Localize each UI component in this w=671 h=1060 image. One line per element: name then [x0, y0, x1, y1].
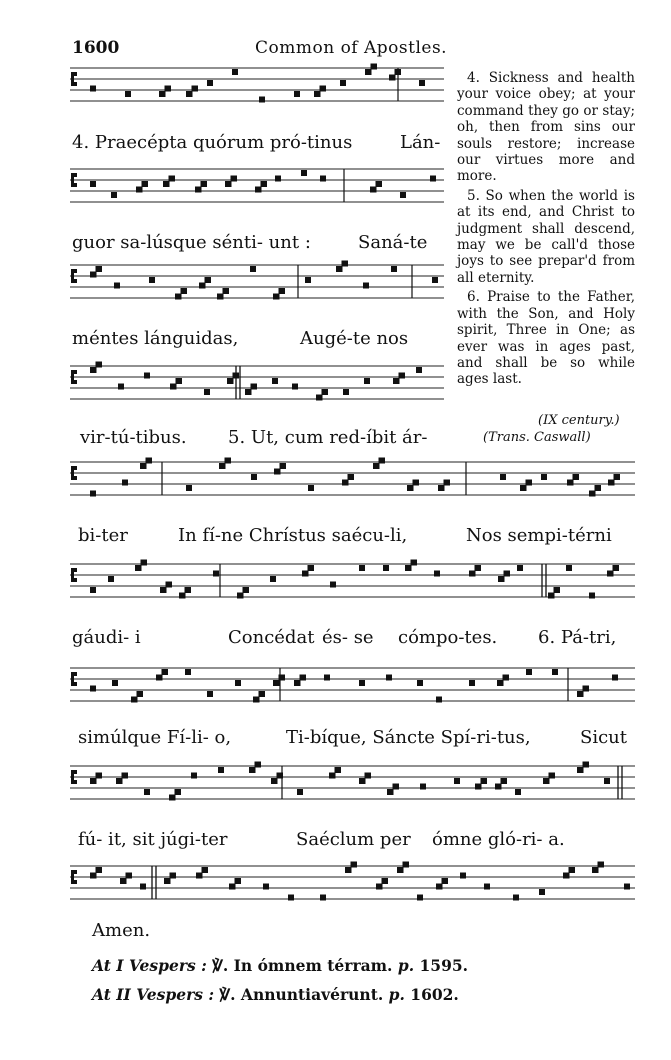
neume — [136, 187, 142, 193]
lyric-segment: Ti-bíque, Sáncte Spí-ri-tus, — [286, 727, 531, 748]
neume — [554, 587, 560, 593]
neume — [345, 867, 351, 873]
neume — [231, 176, 237, 182]
neume — [454, 778, 460, 784]
neume — [577, 691, 583, 697]
neume — [259, 97, 265, 103]
neume — [391, 266, 397, 272]
neume — [624, 884, 630, 890]
chant-staff — [70, 259, 448, 319]
neume — [195, 187, 201, 193]
lyric-segment: méntes lánguidas, — [72, 328, 239, 349]
neume — [219, 463, 225, 469]
neume — [504, 571, 510, 577]
lyric-segment: Saéclum per — [296, 829, 411, 850]
neume — [573, 474, 579, 480]
neume — [196, 873, 202, 879]
neume — [316, 395, 322, 401]
neume — [164, 878, 170, 884]
neume — [175, 789, 181, 795]
neume — [469, 680, 475, 686]
versicle-symbol: ℣. — [219, 985, 236, 1004]
neume — [140, 884, 146, 890]
neume — [201, 181, 207, 187]
second-vespers-label: At II Vespers : — [92, 985, 215, 1004]
neume — [116, 778, 122, 784]
neume — [279, 675, 285, 681]
neume — [613, 565, 619, 571]
neume — [301, 170, 307, 176]
neume — [273, 680, 279, 686]
neume — [359, 565, 365, 571]
lyric-segment: bi-ter — [78, 525, 128, 546]
neume — [250, 266, 256, 272]
lyric-segment: ómne gló-ri- a. — [432, 829, 565, 850]
neume — [399, 373, 405, 379]
neume — [563, 873, 569, 879]
neume — [417, 895, 423, 901]
neume — [169, 176, 175, 182]
neume — [383, 565, 389, 571]
neume — [515, 789, 521, 795]
lyric-segment: guor sa-lúsque sénti- unt : — [72, 232, 311, 253]
neume — [430, 176, 436, 182]
neume — [340, 80, 346, 86]
neume — [96, 867, 102, 873]
neume — [583, 762, 589, 768]
neume — [405, 565, 411, 571]
neume — [292, 384, 298, 390]
neume — [302, 571, 308, 577]
chant-staff — [70, 456, 639, 516]
neume — [549, 773, 555, 779]
neume — [335, 767, 341, 773]
neume — [444, 480, 450, 486]
neume — [122, 773, 128, 779]
lyric-segment: és- se — [322, 627, 374, 648]
page-title: Common of Apostles. — [255, 38, 448, 58]
neume — [170, 873, 176, 879]
neume — [255, 187, 261, 193]
neume — [543, 778, 549, 784]
neume — [96, 266, 102, 272]
neume — [567, 480, 573, 486]
neume — [96, 362, 102, 368]
neume — [90, 367, 96, 373]
neume — [251, 384, 257, 390]
lyric-segment: simúlque Fí-li- o, — [78, 727, 232, 748]
neume — [122, 480, 128, 486]
neume — [90, 272, 96, 278]
neume — [460, 873, 466, 879]
neume — [179, 593, 185, 599]
neume — [395, 69, 401, 75]
neume — [497, 680, 503, 686]
neume — [387, 789, 393, 795]
neume — [202, 867, 208, 873]
neume — [255, 762, 261, 768]
neume — [330, 582, 336, 588]
neume — [165, 86, 171, 92]
neume — [495, 784, 501, 790]
neume — [232, 69, 238, 75]
neume — [166, 582, 172, 588]
neume — [376, 181, 382, 187]
neume — [583, 686, 589, 692]
neume — [417, 680, 423, 686]
neume — [420, 784, 426, 790]
page-number: 1600 — [72, 38, 120, 58]
neume — [159, 91, 165, 97]
neume — [513, 895, 519, 901]
chant-staff — [70, 662, 639, 722]
first-vespers-text: In ómnem térram. — [233, 956, 393, 975]
neume — [371, 64, 377, 70]
neume — [142, 181, 148, 187]
chant-staff — [70, 760, 639, 820]
neume — [111, 192, 117, 198]
neume — [342, 261, 348, 267]
neume — [442, 878, 448, 884]
neume — [370, 187, 376, 193]
neume — [181, 288, 187, 294]
neume — [131, 697, 137, 703]
neume — [235, 680, 241, 686]
neume — [589, 491, 595, 497]
lyric-segment: Lán- — [400, 132, 441, 153]
neume — [407, 485, 413, 491]
neume — [329, 773, 335, 779]
lyric-segment: 6. Pá-tri, — [538, 627, 617, 648]
neume — [274, 469, 280, 475]
neume — [539, 889, 545, 895]
chant-staff — [70, 62, 448, 122]
neume — [114, 283, 120, 289]
neume — [365, 69, 371, 75]
neume — [235, 878, 241, 884]
verse-5: 5. So when the world is at its end, and Christ to judgment shall descend, may we be call'd those joys to see prepar'd from all eternity. — [457, 187, 635, 286]
neume — [90, 587, 96, 593]
neume — [577, 767, 583, 773]
neume — [322, 389, 328, 395]
neume — [389, 75, 395, 81]
neume — [393, 784, 399, 790]
neume — [400, 192, 406, 198]
first-vespers-line — [92, 956, 468, 975]
neume — [163, 181, 169, 187]
neume — [438, 485, 444, 491]
neume — [607, 571, 613, 577]
neume — [185, 669, 191, 675]
translation-verses — [457, 70, 635, 391]
neume — [227, 378, 233, 384]
neume — [379, 458, 385, 464]
first-vespers-page: 1595. — [419, 956, 469, 975]
neume — [436, 884, 442, 890]
neume — [270, 576, 276, 582]
neume — [225, 458, 231, 464]
neume — [397, 867, 403, 873]
neume — [373, 463, 379, 469]
neume — [598, 862, 604, 868]
neume — [434, 571, 440, 577]
neume — [253, 697, 259, 703]
verse-6: 6. Praise to the Father, with the Son, and Holy spirit, Three in One; as ever was in ages past, and shall be so while ages last. — [457, 289, 635, 388]
neume — [614, 474, 620, 480]
neume — [498, 576, 504, 582]
neume — [144, 373, 150, 379]
neume — [245, 389, 251, 395]
neume — [191, 773, 197, 779]
neume — [288, 895, 294, 901]
neume — [308, 485, 314, 491]
lyric-segment: Amen. — [92, 920, 151, 941]
neume — [120, 878, 126, 884]
neume — [279, 288, 285, 294]
lyric-segment: Sicut — [580, 727, 627, 748]
neume — [413, 480, 419, 486]
neume — [359, 680, 365, 686]
neume — [314, 91, 320, 97]
neume — [469, 571, 475, 577]
century-note: (IX century.) — [538, 413, 620, 428]
neume — [569, 867, 575, 873]
second-vespers-line — [92, 985, 459, 1004]
neume — [90, 491, 96, 497]
neume — [90, 86, 96, 92]
neume — [500, 474, 506, 480]
neume — [351, 862, 357, 868]
neume — [419, 80, 425, 86]
second-vespers-page: 1602. — [410, 985, 459, 1004]
neume — [170, 384, 176, 390]
neume — [548, 593, 554, 599]
neume — [185, 587, 191, 593]
lyric-segment: cómpo-tes. — [398, 627, 498, 648]
first-vespers-label: At I Vespers : — [92, 956, 207, 975]
neume — [376, 884, 382, 890]
neume — [608, 480, 614, 486]
neume — [218, 767, 224, 773]
neume — [297, 789, 303, 795]
lyric-segment: Nos sempi-térni — [466, 525, 612, 546]
neume — [126, 873, 132, 879]
neume — [186, 485, 192, 491]
neume — [275, 176, 281, 182]
neume — [526, 480, 532, 486]
neume — [411, 560, 417, 566]
neume — [243, 587, 249, 593]
page-abbrev: p. — [388, 985, 405, 1004]
neume — [162, 669, 168, 675]
neume — [308, 565, 314, 571]
neume — [320, 176, 326, 182]
neume — [552, 669, 558, 675]
neume — [566, 565, 572, 571]
neume — [517, 565, 523, 571]
neume — [229, 884, 235, 890]
neume — [363, 283, 369, 289]
neume — [320, 86, 326, 92]
neume — [475, 784, 481, 790]
neume — [205, 277, 211, 283]
neume — [403, 862, 409, 868]
translator-note: (Trans. Caswall) — [483, 430, 591, 445]
neume — [156, 675, 162, 681]
neume — [342, 480, 348, 486]
neume — [233, 373, 239, 379]
neume — [324, 675, 330, 681]
neume — [225, 181, 231, 187]
neume — [280, 463, 286, 469]
versicle-symbol: ℣. — [212, 956, 229, 975]
neume — [169, 795, 175, 801]
neume — [294, 91, 300, 97]
neume — [365, 773, 371, 779]
neume — [199, 283, 205, 289]
chant-staff — [70, 163, 448, 223]
page-abbrev: p. — [397, 956, 415, 975]
neume — [90, 778, 96, 784]
neume — [141, 560, 147, 566]
neume — [294, 680, 300, 686]
neume — [146, 458, 152, 464]
neume — [271, 778, 277, 784]
neume — [160, 587, 166, 593]
neume — [118, 384, 124, 390]
neume — [348, 474, 354, 480]
neume — [90, 181, 96, 187]
neume — [503, 675, 509, 681]
lyric-segment: gáudi- i — [72, 627, 141, 648]
neume — [259, 691, 265, 697]
neume — [273, 294, 279, 300]
neume — [149, 277, 155, 283]
second-vespers-text: Annuntiavérunt. — [240, 985, 384, 1004]
neume — [277, 773, 283, 779]
neume — [90, 686, 96, 692]
neume — [186, 91, 192, 97]
chant-staff — [70, 860, 639, 920]
neume — [237, 593, 243, 599]
chant-staff — [70, 360, 448, 420]
neume — [416, 367, 422, 373]
neume — [386, 675, 392, 681]
neume — [364, 378, 370, 384]
neume — [137, 691, 143, 697]
neume — [501, 778, 507, 784]
neume — [336, 266, 342, 272]
neume — [144, 789, 150, 795]
neume — [135, 565, 141, 571]
lyric-segment: 5. Ut, cum red-íbit ár- — [228, 427, 428, 448]
lyric-segment: fú- it, sit júgi-ter — [78, 829, 228, 850]
neume — [192, 86, 198, 92]
neume — [436, 697, 442, 703]
neume — [96, 773, 102, 779]
chant-staff — [70, 558, 639, 618]
neume — [484, 884, 490, 890]
lyric-segment: In fí-ne Chrístus saécu-li, — [178, 525, 408, 546]
neume — [204, 389, 210, 395]
neume — [305, 277, 311, 283]
neume — [612, 675, 618, 681]
neume — [251, 474, 257, 480]
neume — [207, 80, 213, 86]
neume — [125, 91, 131, 97]
neume — [382, 878, 388, 884]
neume — [359, 778, 365, 784]
neume — [604, 778, 610, 784]
neume — [272, 378, 278, 384]
neume — [320, 895, 326, 901]
neume — [589, 593, 595, 599]
neume — [140, 463, 146, 469]
verse-4: 4. Sickness and health your voice obey; at your command they go or stay; oh, then from sins our souls restore; increase our virtues more and more. — [457, 70, 635, 185]
neume — [393, 378, 399, 384]
neume — [217, 294, 223, 300]
neume — [213, 571, 219, 577]
lyric-segment: Saná-te — [358, 232, 428, 253]
lyric-segment: Augé-te nos — [300, 328, 409, 349]
neume — [112, 680, 118, 686]
neume — [261, 181, 267, 187]
neume — [176, 378, 182, 384]
neume — [300, 675, 306, 681]
neume — [223, 288, 229, 294]
neume — [541, 474, 547, 480]
neume — [108, 576, 114, 582]
neume — [481, 778, 487, 784]
lyric-segment: 4. Praecépta quórum pró-tinus — [72, 132, 353, 153]
neume — [595, 485, 601, 491]
neume — [90, 873, 96, 879]
neume — [592, 867, 598, 873]
neume — [520, 485, 526, 491]
lyric-segment: vir-tú-tibus. — [80, 427, 187, 448]
neume — [207, 691, 213, 697]
neume — [343, 389, 349, 395]
neume — [432, 277, 438, 283]
neume — [249, 767, 255, 773]
lyric-segment: Concédat — [228, 627, 315, 648]
neume — [526, 669, 532, 675]
neume — [263, 884, 269, 890]
neume — [475, 565, 481, 571]
neume — [175, 294, 181, 300]
